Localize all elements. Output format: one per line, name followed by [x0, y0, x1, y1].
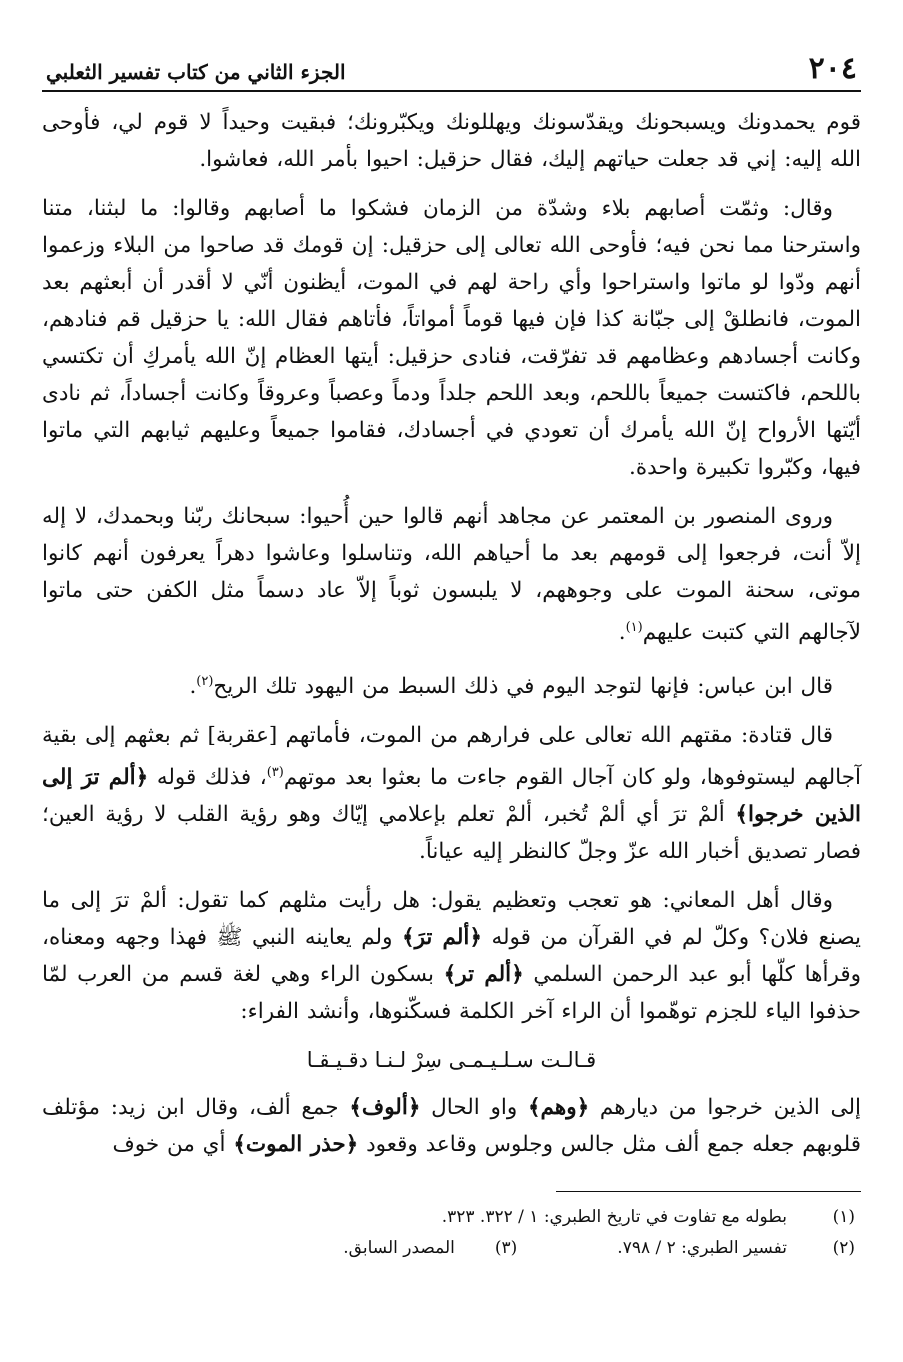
- paragraph-7: [42, 1089, 861, 1163]
- footnote-text: المصدر السابق.: [343, 1238, 455, 1259]
- poetry-verse: قـالـت سـلـيـمـى سِرْ لـنـا دقـيـقـا: [306, 1048, 597, 1073]
- page-body: [42, 104, 861, 1163]
- footnote-text: بطوله مع تفاوت في تاريخ الطبري: ١ / ٣٢٢. ٣٢٣.: [441, 1207, 787, 1228]
- paragraph-6-text-c: بسكون الراء وهي لغة قسم من العرب لمّا حذفوا الياء للجزم توهّموا أن الراء آخر الكلمة فسكّنوها، وأنشد الفراء:: [42, 962, 861, 1025]
- footnote-ref-3: (٣): [266, 765, 284, 781]
- quran-quote: ﴿ألوف﴾: [349, 1095, 421, 1121]
- quran-quote: ﴿حذر الموت﴾: [233, 1132, 359, 1158]
- footnote-number: (٢): [832, 1238, 855, 1259]
- footnote-number: (٣): [494, 1238, 518, 1259]
- paragraph-4: قال ابن عباس: فإنها لتوجد اليوم في ذلك السبط من اليهود تلك الريح$^{(٢)}$.: [189, 674, 833, 700]
- paragraph-1-text: قوم يحمدونك ويسبحونك ويقدّسونك ويهللونك ويكبّرونك؛ فبقيت وحيداً لا قوم لي، فأوحى الله إليه: إني قد جعلت حياتهم إليك، فقال حزقيل: احيوا بأمر الله، فعاشوا.: [42, 110, 861, 172]
- footnote-text: تفسير الطبري: ٢ / ٧٩٨.: [617, 1238, 787, 1259]
- footnote-1: [42, 1202, 855, 1233]
- paragraph-7-text-c: جمع ألف، وقال ابن زيد: مؤتلف قلوبهم جعله جمع ألف مثل جالس وجلوس وقاعد وقعود: [42, 1095, 861, 1158]
- footnotes: [42, 1202, 861, 1264]
- page-header: [42, 44, 861, 92]
- quran-quote: ﴿ألم ترَ﴾: [401, 925, 482, 951]
- paragraph-5-text: قال قتادة: مقتهم الله تعالى على فرارهم من الموت، فأماتهم [عقربة] ثم بعثهم إلى بقية آجالهم ليستوفوها، ولو كان آجال القوم جاءت ما بعثوا بعد موتهم: [42, 723, 861, 791]
- quran-quote: ﴿ألم تر﴾: [443, 962, 524, 988]
- paragraph-6: [42, 882, 861, 1030]
- paragraph-7-text: إلى الذين خرجوا من ديارهم: [589, 1095, 861, 1121]
- footnote-2-3: [42, 1233, 855, 1264]
- paragraph-6-text-b: ولم يعاينه النبي ﷺ فهذا وجهه ومعناه، وقرأها كلّها أبو عبد الرحمن السلمي: [42, 925, 861, 988]
- quran-quote: ﴿ألم ترَ إلى الذين خرجوا﴾: [42, 765, 861, 828]
- paragraph-3-text: وروى المنصور بن المعتمر عن مجاهد أنهم قالوا حين أُحيوا: سبحانك ربّنا وبحمدك، لا إله إلاّ أنت، فرجعوا إلى قومهم بعد ما أحياهم الله، وتناسلوا وعاشوا دهراً يعرفون أنهم كانوا موتى، سحنة الموت على وجوههم، لا يلبسون ثوباً إلاّ عاد دسماً مثل الكفن حتى ماتوا لآجالهم التي كتبت عليهم: [42, 504, 861, 646]
- paragraph-6-text: وقال أهل المعاني: هو تعجب وتعظيم يقول: هل رأيت مثلهم كما تقول: ألمْ ترَ إلى ما يصنع فلان؟ وكلّ لم في القرآن من قوله: [42, 888, 862, 951]
- footnote-ref-1: (١): [625, 620, 643, 635]
- paragraph-1: [42, 104, 861, 178]
- running-title: الجزء الثاني من كتاب تفسير الثعلبي: [46, 60, 346, 84]
- paragraph-7-text-b: واو الحال: [420, 1095, 528, 1121]
- footnote-divider: [556, 1191, 861, 1192]
- quran-quote: ﴿وهم﴾: [527, 1095, 590, 1121]
- page-number: ٢٠٤: [808, 51, 857, 86]
- paragraph-5-text-c: ألمْ ترَ أي ألمْ تُخبر، ألمْ تعلم بإعلامي إيّاك وهو رؤية القلب لا رؤية العين؛ فصار تصديق أخبار الله عزّ وجلّ كالنظر إليه عياناً.: [42, 802, 861, 865]
- paragraph-2-text: وقال: وثمّت أصابهم بلاء وشدّة من الزمان فشكوا ما أصابهم وقالوا: ما لبثنا، متنا واسترحنا مما نحن فيه؛ فأوحى الله تعالى إلى حزقيل: إن قومك قد صاحوا من البلاء وزعموا أنهم ودّوا لو ماتوا واستراحوا وأي راحة لهم في الموت، أيظنون أنّي لا أقدر أن أبعثهم بعد الموت، فانطلقْ إلى جبّانة كذا فإن فيها قوماً أمواتاً، فأتاهم فقال الله: يا حزقيل قم فنادهم، وكانت أجسادهم وعظامهم قد تفرّقت، فنادى حزقيل: أيتها العظام إنّ الله يأمركِ أن تكتسي باللحم، فاكتست جميعاً باللحم، وبعد اللحم جلداً ودماً وعصباً وعروقاً وكانت أجساداً، ثم نادى أيّتها الأرواح إنّ الله يأمرك أن تعودي في أجسادك، فقاموا جميعاً وعليهم ثيابهم التي ماتوا فيها، وكبّروا تكبيرة واحدة.: [42, 196, 861, 480]
- paragraph-5: [42, 717, 861, 870]
- footnote-ref-2: (٢): [196, 674, 214, 690]
- footnote-number: (١): [832, 1207, 855, 1228]
- paragraph-3: وروى المنصور بن المعتمر عن مجاهد أنهم قالوا حين أُحيوا: سبحانك ربّنا وبحمدك، لا إله إلاّ أنت، فرجعوا إلى قومهم بعد ما أحياهم الله، وتناسلوا وعاشوا دهراً يعرفون أنهم كانوا موتى، سحنة الموت على وجوههم، لا يلبسون ثوباً إلاّ عاد دسماً مثل الكفن حتى ماتوا لآجالهم التي كتبت عليهم$^{(١)}$.: [42, 504, 861, 646]
- paragraph-4-text: قال ابن عباس: فإنها لتوجد اليوم في ذلك السبط من اليهود تلك الريح: [213, 674, 833, 700]
- paragraph-5-text-b: ، فذلك قوله: [148, 765, 267, 791]
- paragraph-2: [42, 190, 861, 486]
- paragraph-7-text-d: أي من خوف: [112, 1132, 234, 1158]
